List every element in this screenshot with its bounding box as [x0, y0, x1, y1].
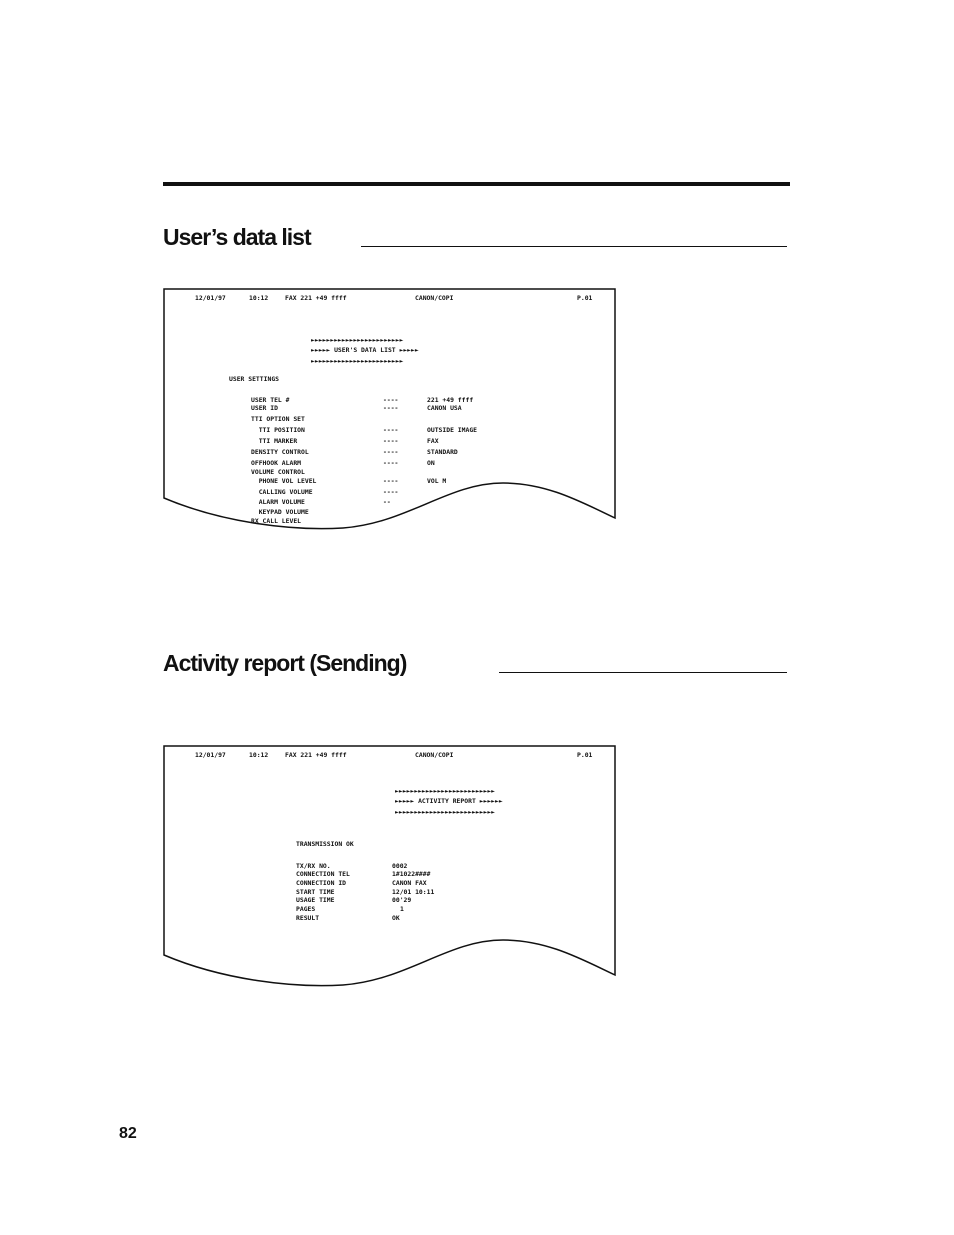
- row-label: TTI POSITION: [251, 426, 305, 434]
- row-dash: ----: [383, 459, 399, 467]
- row-value: OUTSIDE IMAGE: [427, 426, 478, 434]
- row-dash: --: [383, 498, 391, 506]
- row-label: USAGE TIME: [296, 896, 335, 904]
- row-label: DENSITY CONTROL: [251, 448, 309, 456]
- heading-rule: [499, 672, 787, 673]
- report-page: P.01: [577, 751, 593, 759]
- banner-line: ►►►►►►►►►►►►►►►►►►►►►►►►: [311, 336, 404, 344]
- report-fax: FAX 221 +49 ffff: [285, 751, 347, 759]
- printout-paper: [163, 288, 617, 533]
- row-label: PAGES: [296, 905, 316, 913]
- row-label: CONNECTION ID: [296, 879, 347, 887]
- row-dash: ----: [383, 396, 399, 404]
- report-name: CANON/COPI: [415, 294, 454, 302]
- activity-report-printout: [163, 745, 617, 990]
- report-date: 12/01/97: [195, 294, 226, 302]
- row-label: START TIME: [296, 888, 335, 896]
- row-value: 1: [400, 905, 404, 913]
- row-value: 12/01 10:11: [392, 888, 435, 896]
- report-date: 12/01/97: [195, 751, 226, 759]
- row-label: RESULT: [296, 914, 320, 922]
- row-label: PHONE VOL LEVEL: [251, 477, 317, 485]
- heading-rule: [361, 246, 787, 247]
- row-label: RX CALL LEVEL: [251, 517, 302, 525]
- row-label: TX/RX NO.: [296, 862, 331, 870]
- row-value: 00'29: [392, 896, 412, 904]
- row-label: TTI MARKER: [251, 437, 298, 445]
- row-value: ON: [427, 459, 435, 467]
- printout-paper: [163, 745, 617, 990]
- banner-title: ►►►►► ACTIVITY REPORT ►►►►►►: [395, 797, 503, 805]
- report-time: 10:12: [249, 751, 269, 759]
- banner-line: ►►►►►►►►►►►►►►►►►►►►►►►►►►: [395, 808, 496, 816]
- row-label: USER TEL #: [251, 396, 290, 404]
- row-dash: ----: [383, 437, 399, 445]
- users-data-list-printout: [163, 288, 617, 533]
- page-number: 82: [119, 1125, 137, 1142]
- report-name: CANON/COPI: [415, 751, 454, 759]
- row-label: KEYPAD VOLUME: [251, 508, 309, 516]
- row-value: OK: [392, 914, 400, 922]
- row-dash: ----: [383, 404, 399, 412]
- row-value: STANDARD: [427, 448, 458, 456]
- row-label: CALLING VOLUME: [251, 488, 313, 496]
- group-title: TRANSMISSION OK: [296, 840, 354, 848]
- banner-line: ►►►►►►►►►►►►►►►►►►►►►►►►: [311, 357, 404, 365]
- row-label: ALARM VOLUME: [251, 498, 305, 506]
- row-value: FAX: [427, 437, 439, 445]
- row-value: 1#1022####: [392, 870, 431, 878]
- top-rule: [163, 182, 790, 186]
- row-label: USER ID: [251, 404, 278, 412]
- row-dash: ----: [383, 477, 399, 485]
- row-label: OFFHOOK ALARM: [251, 459, 302, 467]
- row-value: 0002: [392, 862, 408, 870]
- row-label: TTI OPTION SET: [251, 415, 305, 423]
- report-fax: FAX 221 +49 ffff: [285, 294, 347, 302]
- row-dash: ----: [383, 448, 399, 456]
- row-label: VOLUME CONTROL: [251, 468, 305, 476]
- group-title: USER SETTINGS: [229, 375, 280, 383]
- banner-title: ►►►►► USER'S DATA LIST ►►►►►: [311, 346, 419, 354]
- row-value: VOL M: [427, 477, 447, 485]
- section-heading-users-data-list: User’s data list: [163, 224, 311, 250]
- section-heading-activity-report: Activity report (Sending): [163, 650, 407, 676]
- row-dash: ----: [383, 426, 399, 434]
- row-dash: ----: [383, 488, 399, 496]
- banner-line: ►►►►►►►►►►►►►►►►►►►►►►►►►►: [395, 787, 496, 795]
- row-label: CONNECTION TEL: [296, 870, 350, 878]
- row-value: 221 +49 ffff: [427, 396, 474, 404]
- report-page: P.01: [577, 294, 593, 302]
- row-value: CANON USA: [427, 404, 462, 412]
- row-value: CANON FAX: [392, 879, 427, 887]
- report-time: 10:12: [249, 294, 269, 302]
